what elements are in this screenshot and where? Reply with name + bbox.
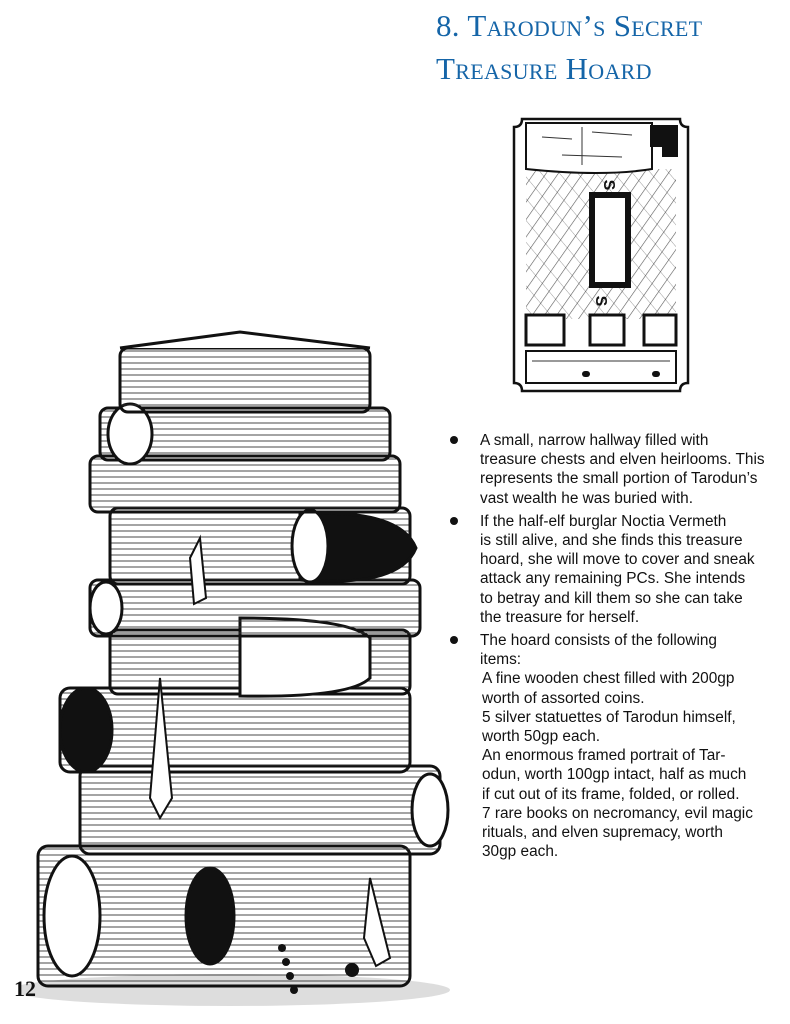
list-item (450, 631, 775, 861)
stacked-books-illustration (20, 318, 470, 1008)
hoard-item-line: if cut out of its frame, folded, or rolled. (482, 785, 740, 803)
section-title-line-2: Treasure Hoard (436, 51, 652, 86)
bullet-icon (450, 636, 458, 644)
hoard-item-line: 30gp each. (482, 843, 559, 861)
section-title-line-1: 8. Tarodun’s Secret (436, 8, 703, 43)
hoard-item-line: rituals, and elven supremacy, worth (482, 824, 723, 842)
text-line: treasure chests and elven heirlooms. This (480, 451, 765, 469)
list-item (450, 431, 775, 508)
hoard-item-line: A fine wooden chest filled with 200gp (482, 670, 735, 688)
text-line: attack any remaining PCs. She intends (480, 570, 746, 588)
secret-door-marker-bottom: S (592, 295, 609, 307)
text-line: is still alive, and she finds this treasure (480, 532, 743, 550)
page-number: 12 (14, 976, 36, 1001)
text-line: A small, narrow hallway filled with (480, 432, 709, 449)
hoard-item-line: 7 rare books on necromancy, evil magic (482, 804, 753, 822)
text-line: If the half-elf burglar Noctia Vermeth (480, 512, 727, 530)
hoard-item-line: An enormous framed portrait of Tar- (482, 747, 726, 765)
dungeon-map (512, 117, 690, 393)
text-line: hoard, she will move to cover and sneak (480, 551, 755, 569)
list-item (450, 512, 775, 627)
text-line: vast wealth he was buried with. (480, 489, 694, 507)
hoard-item-line: worth of assorted coins. (482, 689, 645, 707)
hoard-item-line: odun, worth 100gp intact, half as much (482, 766, 747, 784)
hoard-item-line: 5 silver statuettes of Tarodun himself, (482, 708, 736, 726)
text-line: represents the small portion of Tarodun’s (480, 470, 758, 488)
secret-door-marker-top: S (600, 179, 617, 191)
bullet-icon (450, 517, 458, 525)
text-line: the treasure for herself. (480, 608, 640, 626)
bullet-icon (450, 436, 458, 444)
text-line: items: (480, 651, 522, 669)
room-description-list (450, 431, 775, 865)
text-line: The hoard consists of the following (480, 632, 717, 650)
section-title (436, 4, 776, 90)
hoard-item-line: worth 50gp each. (482, 728, 601, 746)
text-line: to betray and kill them so she can take (480, 589, 743, 607)
